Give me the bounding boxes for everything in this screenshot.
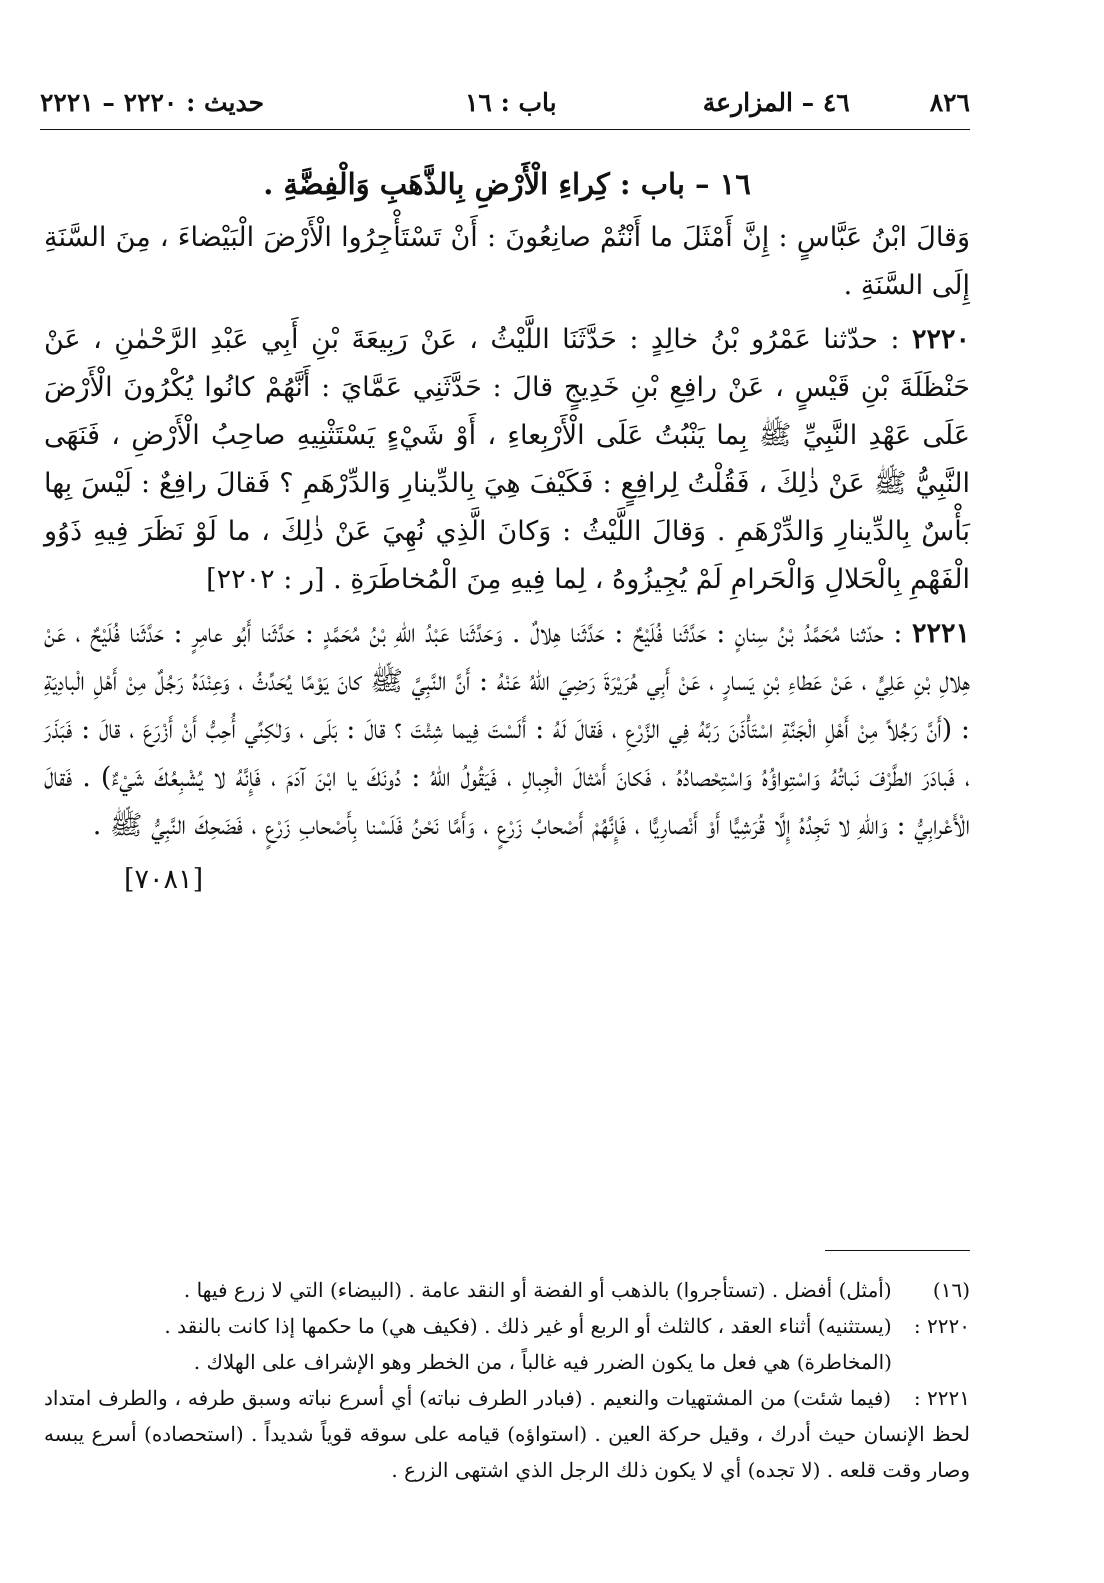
page-header xyxy=(40,82,970,122)
hadith-text: : حدّثنا مُحَمَّدُ بْنُ سِنانٍ : حَدَّثَنا فُلَيْحٌ : حَدَّثَنا هِلالٌ . وَحَدَّثَنا عَبْدُ اللهِ بْنُ مُحَمَّدٍ : حَدَّثَنا أَبُو عامِرٍ : حَدَّثَنا فُلَيْحٌ ، عَنْ هِلالِ بْنِ عَلِيٍّ ، عَنْ عَطاءِ بْنِ يَسارٍ ، عَنْ أَبِي هُرَيْرَةَ رَضِيَ اللهُ عَنْهُ : أَنَّ النَّبِيَّ ﷺ كانَ يَوْمًا يُحَدِّثُ ، وَعِنْدَهُ رَجُلٌ مِنْ أَهْلِ الْبادِيَةِ : (أَنَّ رَجُلاً مِنْ أَهْلِ الْجَنَّةِ اسْتَأْذَنَ رَبَّهُ فِي الزَّرْعِ ، فَقالَ لَهُ : أَلَسْتَ فِيما شِئْتَ ؟ قالَ : بَلَى ، وَلٰكِنِّي أُحِبُّ أَنْ أَزْرَعَ ، قالَ : فَبَذَرَ ، فَبادَرَ الطَّرْفَ نَباتُهُ وَاسْتِواؤُهُ وَاسْتِحْصادُهُ ، فَكانَ أَمْثالَ الْجِبالِ ، فَيَقُولُ اللهُ : دُونَكَ يا ابْنَ آدَمَ ، فَإِنَّهُ لا يُشْبِعُكَ شَيْءٌ) . فَقالَ الْأَعْرابِيُّ : وَاللهِ لا تَجِدُهُ إِلَّا قُرَشِيًّا أَوْ أَنْصارِيًّا ، فَإِنَّهُمْ أَصْحابُ زَرْعٍ ، وَأَمَّا نَحْنُ فَلَسْنا بِأَصْحابِ زَرْعٍ ، فَضَحِكَ النَّبِيُّ ﷺ . xyxy=(44,618,970,841)
book-title: ٤٦ – المزارعة xyxy=(702,87,850,117)
header-right xyxy=(703,88,970,117)
footnote-text: (المخاطرة) هي فعل ما يكون الضرر فيه غالباً ، من الخطر وهو الإشراف على الهلاك . xyxy=(193,1350,892,1374)
footnotes xyxy=(44,1272,970,1488)
hadith-number: ٢٢٢١ xyxy=(911,618,970,649)
footnote xyxy=(44,1344,970,1380)
hadith-reference: [٧٠٨١] xyxy=(124,864,204,895)
footnote-text: (فيما شئت) من المشتهيات والنعيم . (فبادر الطرف نباته) أي أسرع نباته وسبق طرفه ، والطرف امتداد لحظ الإنسان حيث أدرك ، وقيل حركة العين . (استواؤه) قيامه على سوقه قوياً شديداً . (استحصاده) أسرع يبسه وصار وقت قلعه . (لا تجده) أي لا يكون ذلك الرجل الذي اشتهى الزرع . xyxy=(44,1386,970,1482)
footnote-text: (يستثنيه) أثناء العقد ، كالثلث أو الربع أو غير ذلك . (فكيف هي) ما حكمها إذا كانت بالنقد . xyxy=(164,1314,892,1338)
footnote-number: ٢٢٢٠ : xyxy=(913,1314,970,1338)
footnote xyxy=(44,1308,970,1344)
bab-label: باب : ١٦ xyxy=(465,87,557,117)
footnote-number: ٢٢٢١ : xyxy=(913,1386,970,1410)
footnote xyxy=(44,1272,970,1308)
hadith-number: ٢٢٢٠ xyxy=(911,324,970,355)
footnote-text: (أمثل) أفضل . (تستأجروا) بالذهب أو الفضة أو النقد عامة . (البيضاء) التي لا زرع فيها . xyxy=(183,1278,892,1302)
footnote-number: (١٦) xyxy=(932,1278,970,1302)
footnote-rule xyxy=(825,1250,970,1251)
header-rule xyxy=(40,129,970,130)
hadith-text: : حدّثنا عَمْرُو بْنُ خالِدٍ : حَدَّثَنَا اللَّيْثُ ، عَنْ رَبِيعَةَ بْنِ أَبِي عَبْدِ الرَّحْمٰنِ ، عَنْ حَنْظَلَةَ بْنِ قَيْسٍ ، عَنْ رافِعِ بْنِ خَدِيجٍ قالَ : حَدَّثَنِي عَمَّايَ : أَنَّهُمْ كانُوا يُكْرُونَ الْأَرْضَ عَلَى عَهْدِ النَّبِيِّ ﷺ بِما يَنْبُتُ عَلَى الْأَرْبِعاءِ ، أَوْ شَيْءٍ يَسْتَثْنِيهِ صاحِبُ الْأَرْضِ ، فَنَهَى النَّبِيُّ ﷺ عَنْ ذٰلِكَ ، فَقُلْتُ لِرافِعٍ : فَكَيْفَ هِيَ بِالدِّينارِ وَالدِّرْهَمِ ؟ فَقالَ رافِعٌ : لَيْسَ بِها بَأْسٌ بِالدِّينارِ وَالدِّرْهَمِ . وَقالَ اللَّيْثُ : وَكانَ الَّذِي نُهِيَ عَنْ ذٰلِكَ ، ما لَوْ نَظَرَ فِيهِ ذَوُو الْفَهْمِ بِالْحَلالِ وَالْحَرامِ لَمْ يُجِيزُوهُ ، لِما فِيهِ مِنَ الْمُخاطَرَةِ . xyxy=(44,324,970,595)
footnote xyxy=(44,1380,970,1488)
chapter-intro: وَقالَ ابْنُ عَبَّاسٍ : إِنَّ أَمْثَلَ ما أَنْتُمْ صانِعُونَ : أَنْ تَسْتَأْجِرُوا الْأَرْضَ الْبَيْضاءَ ، مِنَ السَّنَةِ إِلَى السَّنَةِ . xyxy=(44,222,970,301)
hadith-reference: [ر : ٢٢٠٢] xyxy=(206,564,325,595)
main-text xyxy=(44,160,970,910)
hadith-2221 xyxy=(44,610,970,850)
chapter-title: ١٦ – باب : كِراءِ الْأَرْضِ بِالذَّهَبِ وَالْفِضَّةِ . xyxy=(263,167,751,201)
page-number: ٨٢٦ xyxy=(929,87,970,117)
hadith-range: حديث : ٢٢٢٠ – ٢٢٢١ xyxy=(40,87,265,117)
hadith-2220 xyxy=(44,316,970,604)
